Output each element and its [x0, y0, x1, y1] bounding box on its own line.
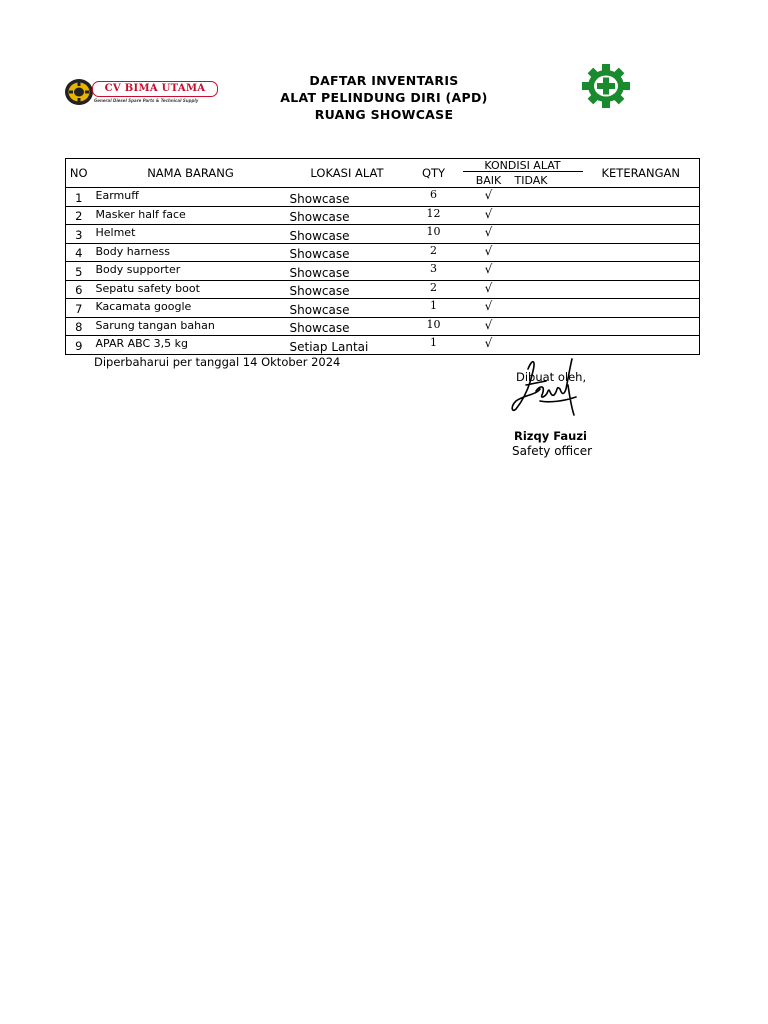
cell-no: 9: [75, 338, 83, 353]
cell-lokasi: Showcase: [290, 280, 405, 299]
table-row: [66, 299, 700, 318]
cell-baik: √: [463, 280, 515, 299]
cell-lokasi: Showcase: [290, 225, 405, 244]
table-row: [66, 317, 700, 336]
cell-tidak: [515, 280, 583, 299]
cell-keterangan: [583, 299, 700, 318]
cell-no: 1: [66, 188, 92, 207]
cell-nama: Body harness: [92, 243, 290, 262]
table-row: [66, 336, 700, 355]
cell-qty: 6: [405, 188, 463, 207]
title-line-1: DAFTAR INVENTARIS: [309, 73, 459, 88]
document-title: [230, 72, 538, 123]
signer-role: Safety officer: [512, 444, 593, 458]
cell-no: 5: [66, 262, 92, 281]
header-tidak: TIDAK: [514, 173, 548, 187]
cell-tidak: [515, 225, 583, 244]
cell-lokasi: Showcase: [290, 262, 405, 281]
logo-tagline: General Diesel Spare Parts & Technical Supply: [94, 98, 199, 103]
table-row: [66, 225, 700, 244]
cell-tidak: [515, 299, 583, 318]
cell-nama: Sepatu safety boot: [92, 280, 290, 299]
header-baik: BAIK: [475, 173, 502, 187]
cell-lokasi: Showcase: [290, 243, 405, 262]
kondisi-label: KONDISI ALAT: [463, 160, 583, 172]
cell-nama: Earmuff: [92, 188, 290, 207]
cell-baik: √: [463, 317, 515, 336]
cell-keterangan: [583, 225, 700, 244]
logo-wordmark: CV BIMA UTAMA: [92, 81, 218, 97]
gear-logo-icon: [64, 78, 94, 106]
signer-name: Rizqy Fauzi: [514, 429, 587, 443]
cell-keterangan: [583, 243, 700, 262]
cell-no: 3: [66, 225, 92, 244]
cell-baik: √: [463, 225, 515, 244]
header-no: NO: [69, 166, 88, 180]
handwritten-signature: [506, 355, 586, 419]
k3-safety-gear-cross-icon: [581, 64, 631, 108]
cell-keterangan: [583, 206, 700, 225]
cell-tidak: [515, 243, 583, 262]
table-row: [66, 262, 700, 281]
cell-no: 8: [66, 317, 92, 336]
cell-baik: √: [463, 299, 515, 318]
cell-qty: 10: [405, 225, 463, 244]
cell-baik: √: [463, 188, 515, 207]
cell-keterangan: [583, 262, 700, 281]
table-header-row: [66, 159, 700, 174]
cell-baik: √: [463, 243, 515, 262]
header-lokasi-alat: LOKASI ALAT: [310, 166, 384, 180]
title-line-2: ALAT PELINDUNG DIRI (APD): [280, 90, 488, 105]
cell-lokasi: Showcase: [290, 317, 405, 336]
cell-lokasi: Showcase: [290, 299, 405, 318]
cell-keterangan: [583, 188, 700, 207]
cell-keterangan: [583, 336, 700, 355]
header-keterangan: KETERANGAN: [601, 166, 680, 180]
cell-nama: Body supporter: [92, 262, 290, 281]
cell-qty: 3: [405, 262, 463, 281]
updated-note: Diperbaharui per tanggal 14 Oktober 2024: [94, 355, 341, 369]
cell-qty: 1: [405, 299, 463, 318]
cell-no: 6: [66, 280, 92, 299]
header-kondisi-alat: [463, 159, 583, 174]
table-row: [66, 206, 700, 225]
inventory-table: [65, 158, 700, 355]
cell-nama: Sarung tangan bahan: [92, 317, 290, 336]
cell-qty: 12: [405, 206, 463, 225]
header-qty: QTY: [421, 166, 446, 180]
cell-tidak: [515, 336, 583, 355]
cell-keterangan: [583, 317, 700, 336]
cell-tidak: [515, 206, 583, 225]
cell-lokasi: Showcase: [290, 206, 405, 225]
cell-baik: √: [484, 336, 493, 350]
cell-qty: 10: [405, 317, 463, 336]
table-row: [66, 188, 700, 207]
cell-nama: Masker half face: [92, 206, 290, 225]
cell-tidak: [515, 188, 583, 207]
company-logo: [64, 77, 220, 107]
cell-qty: 2: [405, 280, 463, 299]
cell-baik: √: [463, 206, 515, 225]
signature-label: Dibuat oleh,: [516, 370, 587, 384]
cell-no: 7: [66, 299, 92, 318]
table-row: [66, 280, 700, 299]
cell-lokasi: Showcase: [290, 188, 405, 207]
cell-no: 2: [66, 206, 92, 225]
cell-nama: Kacamata google: [92, 299, 290, 318]
cell-nama: Helmet: [92, 225, 290, 244]
cell-qty: 2: [405, 243, 463, 262]
cell-qty: 1: [430, 336, 437, 349]
cell-lokasi: Setiap Lantai: [289, 339, 369, 354]
cell-tidak: [515, 317, 583, 336]
cell-baik: √: [463, 262, 515, 281]
cell-tidak: [515, 262, 583, 281]
cell-nama: APAR ABC 3,5 kg: [95, 337, 189, 350]
title-line-3: RUANG SHOWCASE: [314, 107, 454, 122]
cell-no: 4: [66, 243, 92, 262]
header-nama-barang: NAMA BARANG: [147, 166, 234, 180]
cell-keterangan: [583, 280, 700, 299]
table-row: [66, 243, 700, 262]
